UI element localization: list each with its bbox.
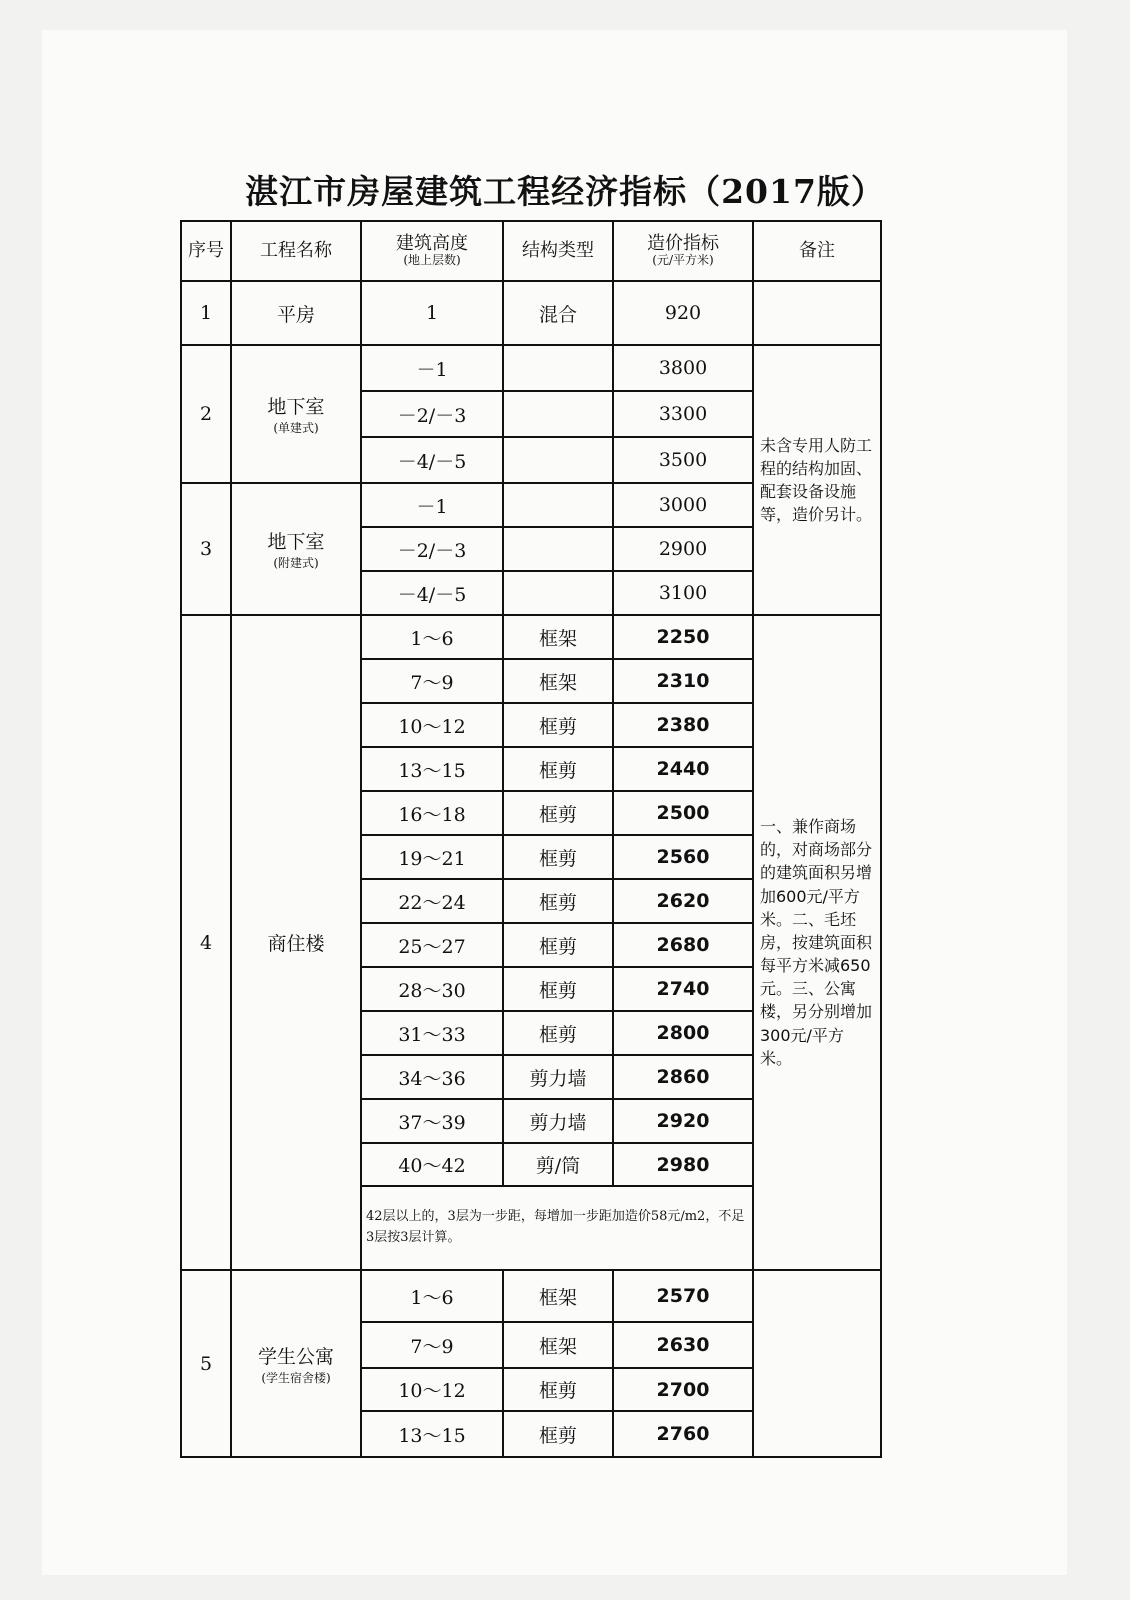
row-price: 2860 (613, 1055, 753, 1099)
row-structure: 框剪 (503, 791, 613, 835)
row-height: 31～33 (361, 1011, 503, 1055)
row-structure (503, 571, 613, 615)
row-height: 13～15 (361, 747, 503, 791)
row-seq: 1 (181, 281, 231, 345)
row-height: 1～6 (361, 615, 503, 659)
group5-name-label: 学生公寓 (257, 1345, 334, 1368)
row-structure: 框架 (503, 659, 613, 703)
group3-name-sub: (附建式) (273, 556, 319, 570)
header-height-label: 建筑高度 (396, 232, 468, 254)
row-price: 2560 (613, 835, 753, 879)
row-height: 40～42 (361, 1143, 503, 1186)
row-height: 7～9 (361, 659, 503, 703)
header-height-sub: (地上层数) (403, 253, 461, 268)
group5-remark-empty (753, 1270, 881, 1457)
row-structure: 框剪 (503, 1411, 613, 1457)
row-height: －1 (361, 483, 503, 527)
row-price: 2760 (613, 1411, 753, 1457)
header-seq: 序号 (181, 221, 231, 281)
group2-name-sub: (单建式) (273, 421, 319, 435)
table-row (181, 281, 881, 345)
row-height: 16～18 (361, 791, 503, 835)
table-header-row (181, 221, 881, 281)
row-price: 2250 (613, 615, 753, 659)
row-price: 2740 (613, 967, 753, 1011)
row-price: 2570 (613, 1270, 753, 1322)
row-height: 13～15 (361, 1411, 503, 1457)
row-price: 3500 (613, 437, 753, 483)
row-height: －2/－3 (361, 391, 503, 437)
row-height: 28～30 (361, 967, 503, 1011)
header-name: 工程名称 (231, 221, 361, 281)
row-price: 3100 (613, 571, 753, 615)
row-structure: 框剪 (503, 967, 613, 1011)
economic-index-table (180, 220, 882, 1458)
row-structure (503, 437, 613, 483)
row-price: 2920 (613, 1099, 753, 1143)
table-row (181, 615, 881, 659)
row-remark-empty (753, 281, 881, 345)
row-height: 34～36 (361, 1055, 503, 1099)
row-structure (503, 483, 613, 527)
header-remark: 备注 (753, 221, 881, 281)
row-price: 2310 (613, 659, 753, 703)
row-price: 920 (613, 281, 753, 345)
group4-name: 商住楼 (231, 615, 361, 1270)
group2-name-label: 地下室 (267, 396, 325, 418)
group2-seq: 2 (181, 345, 231, 483)
row-structure (503, 391, 613, 437)
row-structure: 框剪 (503, 923, 613, 967)
row-structure: 框架 (503, 615, 613, 659)
header-price-sub: (元/平方米) (652, 253, 714, 268)
row-structure (503, 345, 613, 391)
row-structure: 剪力墙 (503, 1055, 613, 1099)
row-structure: 框剪 (503, 879, 613, 923)
row-structure: 框剪 (503, 703, 613, 747)
row-height: －1 (361, 345, 503, 391)
table-row (181, 345, 881, 391)
row-height: 1～6 (361, 1270, 503, 1322)
row-structure: 框架 (503, 1322, 613, 1368)
table-row (181, 1270, 881, 1322)
group4-seq: 4 (181, 615, 231, 1270)
row-height: 22～24 (361, 879, 503, 923)
row-height: 25～27 (361, 923, 503, 967)
row-height: 10～12 (361, 703, 503, 747)
row-price: 3300 (613, 391, 753, 437)
row-price: 3800 (613, 345, 753, 391)
row-price: 2620 (613, 879, 753, 923)
row-structure: 框剪 (503, 835, 613, 879)
row-structure (503, 527, 613, 571)
row-price: 2680 (613, 923, 753, 967)
row-price: 2900 (613, 527, 753, 571)
header-price-label: 造价指标 (647, 232, 719, 254)
row-height: －2/－3 (361, 527, 503, 571)
group4-note: 42层以上的，3层为一步距，每增加一步距加造价58元/m2，不足3层按3层计算。 (361, 1186, 753, 1270)
remark-commercial: 一、兼作商场的，对商场部分的建筑面积另增加600元/平方米。二、毛坯房，按建筑面积每平方米减650元。三、公寓楼，另分别增加300元/平方米。 (753, 615, 881, 1270)
row-price: 2500 (613, 791, 753, 835)
row-height: －4/－5 (361, 437, 503, 483)
row-height: 10～12 (361, 1368, 503, 1411)
row-structure: 框剪 (503, 1368, 613, 1411)
row-structure: 剪力墙 (503, 1099, 613, 1143)
row-structure: 框架 (503, 1270, 613, 1322)
row-price: 2380 (613, 703, 753, 747)
row-price: 2440 (613, 747, 753, 791)
row-structure: 剪/筒 (503, 1143, 613, 1186)
header-height (361, 221, 503, 281)
remark-basement: 未含专用人防工程的结构加固、配套设备设施等，造价另计。 (753, 345, 881, 615)
group3-name (231, 483, 361, 615)
row-price: 2700 (613, 1368, 753, 1411)
page-title: 湛江市房屋建筑工程经济指标（2017版） (245, 172, 885, 211)
row-price: 2800 (613, 1011, 753, 1055)
row-structure: 框剪 (503, 1011, 613, 1055)
header-price (613, 221, 753, 281)
row-price: 2980 (613, 1143, 753, 1186)
row-price: 2630 (613, 1322, 753, 1368)
group5-name-sub: (学生宿舍楼) (261, 1370, 331, 1385)
group2-name (231, 345, 361, 483)
group3-seq: 3 (181, 483, 231, 615)
row-height: －4/－5 (361, 571, 503, 615)
row-height: 19～21 (361, 835, 503, 879)
group3-name-label: 地下室 (267, 531, 325, 553)
row-height: 1 (361, 281, 503, 345)
group5-name (231, 1270, 361, 1457)
row-price: 3000 (613, 483, 753, 527)
row-height: 37～39 (361, 1099, 503, 1143)
row-name: 平房 (231, 281, 361, 345)
row-height: 7～9 (361, 1322, 503, 1368)
row-structure: 框剪 (503, 747, 613, 791)
group5-seq: 5 (181, 1270, 231, 1457)
row-structure: 混合 (503, 281, 613, 345)
header-structure: 结构类型 (503, 221, 613, 281)
